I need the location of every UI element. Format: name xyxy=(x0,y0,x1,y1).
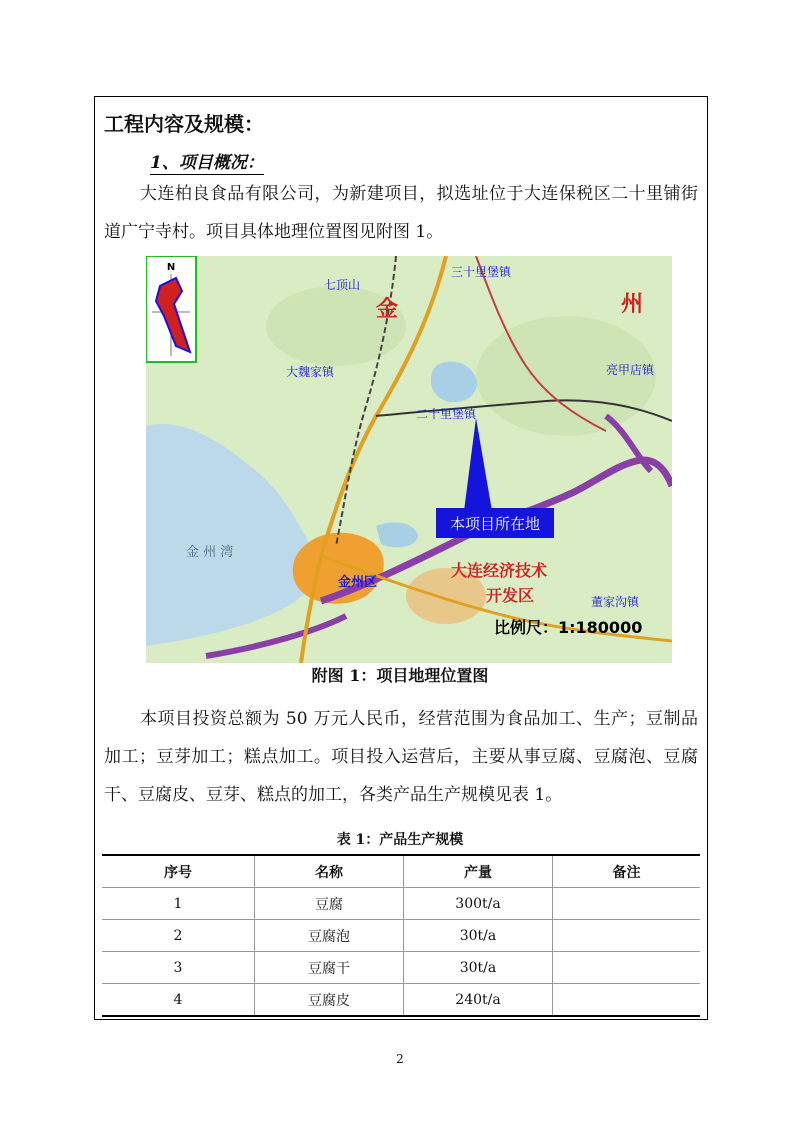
cell-remark xyxy=(553,984,701,1017)
table-row xyxy=(102,920,700,952)
place-label: 金 州 湾 xyxy=(186,545,234,560)
place-label: 大连经济技术 xyxy=(451,561,548,580)
cell-remark xyxy=(553,888,701,920)
cell-remark xyxy=(553,920,701,952)
page-number: 2 xyxy=(396,1052,404,1066)
cell-name: 豆腐泡 xyxy=(255,920,404,952)
table-row xyxy=(102,952,700,984)
column-header-remark: 备注 xyxy=(553,855,701,888)
north-label: N xyxy=(166,262,176,273)
place-label: 金 xyxy=(376,297,399,322)
table-caption: 表 1：产品生产规模 xyxy=(336,832,464,848)
cell-no: 1 xyxy=(102,888,255,920)
overview-paragraph-1: 大连柏良食品有限公司，为新建项目，拟选址位于大连保税区二十里铺街道广宁寺村。项目具体地理位置图见附图 1。 xyxy=(104,184,698,242)
cell-output: 30t/a xyxy=(404,952,553,984)
cell-output: 240t/a xyxy=(404,984,553,1017)
column-header-name: 名称 xyxy=(255,855,404,888)
place-label: 州 xyxy=(621,292,644,317)
location-map xyxy=(146,256,672,663)
column-header-output: 产量 xyxy=(404,855,553,888)
cell-name: 豆腐 xyxy=(255,888,404,920)
table-header-row xyxy=(102,855,700,888)
overview-paragraph-2: 本项目投资总额为 50 万元人民币，经营范围为食品加工、生产；豆制品加工；豆芽加工；糕点加工。项目投入运营后，主要从事豆腐、豆腐泡、豆腐干、豆腐皮、豆芽、糕点的加工，各类产品生产规模见表 1。 xyxy=(104,709,698,805)
place-label: 亮甲店镇 xyxy=(606,363,655,377)
map-scale-label: 比例尺：1:180000 xyxy=(494,618,643,637)
cell-output: 300t/a xyxy=(404,888,553,920)
section-title: 工程内容及规模： xyxy=(104,112,264,136)
place-label: 开发区 xyxy=(486,586,535,605)
subsection-title: 1、项目概况： xyxy=(150,148,264,175)
cell-no: 2 xyxy=(102,920,255,952)
table-row xyxy=(102,888,700,920)
place-label: 三十里堡镇 xyxy=(451,265,512,279)
figure-caption: 附图 1：项目地理位置图 xyxy=(311,666,489,685)
project-label: 本项目所在地 xyxy=(449,515,541,533)
cell-remark xyxy=(553,952,701,984)
place-label: 二十里堡镇 xyxy=(416,407,477,421)
table-row xyxy=(102,984,700,1017)
cell-name: 豆腐干 xyxy=(255,952,404,984)
cell-name: 豆腐皮 xyxy=(255,984,404,1017)
column-header-no: 序号 xyxy=(102,855,255,888)
cell-no: 4 xyxy=(102,984,255,1017)
place-label: 董家沟镇 xyxy=(591,595,640,609)
cell-no: 3 xyxy=(102,952,255,984)
production-scale-table xyxy=(102,854,700,1017)
place-label: 金州区 xyxy=(338,575,378,590)
cell-output: 30t/a xyxy=(404,920,553,952)
place-label: 大魏家镇 xyxy=(286,365,335,379)
place-label: 七顶山 xyxy=(324,278,361,292)
